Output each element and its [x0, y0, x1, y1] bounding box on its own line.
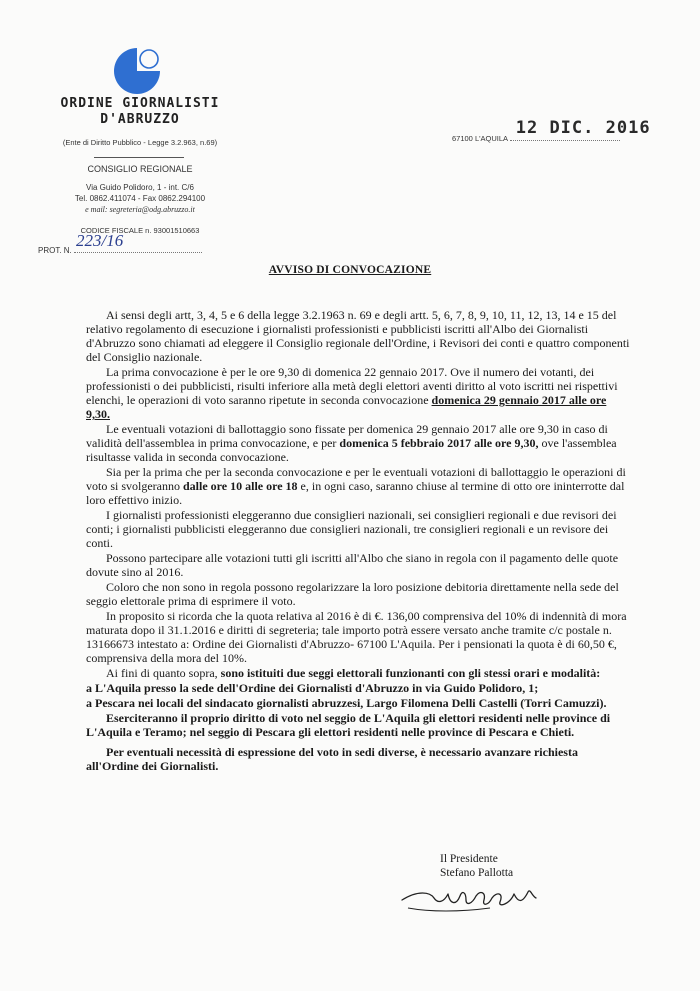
codice-fiscale: CODICE FISCALE n. 93001510663 — [80, 226, 200, 235]
paragraph-13 — [86, 745, 631, 773]
signature-name: Stefano Pallotta — [440, 867, 514, 879]
p9-text-a: Ai fini di quanto sopra, — [106, 666, 221, 680]
seggio-pescara: a Pescara nei locali del sindacato giornalisti abruzzesi, Largo Filomena Delli Castelli (Torri Camuzzi). — [86, 696, 607, 710]
consiglio-regionale: CONSIGLIO REGIONALE — [87, 164, 193, 174]
paragraph-11 — [86, 696, 631, 710]
paragraph-5: I giornalisti professionisti eleggeranno due consiglieri nazionali, sei consiglieri regionali e due revisori dei conti; i giornalisti pubblicisti eleggeranno due consiglieri nazionali, tre consiglieri regionali e un revisore dei conti. — [86, 508, 617, 550]
p9-seggi: sono istituiti due seggi elettorali funzionanti con gli stessi orari e modalità: — [220, 666, 601, 680]
p2-text: La prima convocazione è per le ore 9,30 di domenica 22 gennaio 2017. Ove il numero dei votanti, dei professionisti o dei pubblicisti, risulti inferiore alla metà degli elettori aventi diritto al voto iscritti nei rispettivi elenchi, le operazioni di voto saranno ripetute in seconda convocazione — [86, 365, 618, 407]
date-dotted-field — [510, 118, 651, 141]
org-name-line1: ORDINE GIORNALISTI — [60, 96, 220, 111]
p12-electors: Eserciteranno il proprio diritto di voto nel seggio de L'Aquila gli elettori residenti nelle province di L'Aquila e Teramo; nel seggio di Pescara gli elettori residenti nelle province di Pescara e Chieti. — [86, 711, 611, 739]
ente-line: (Ente di Diritto Pubblico - Legge 3.2.963, n.69) — [62, 138, 218, 147]
document-title: AVVISO DI CONVOCAZIONE — [268, 264, 432, 276]
paragraph-8: In proposito si ricorda che la quota relativa al 2016 è di €. 136,00 comprensiva del 10% di indennità di mora maturata dopo il 31.1.2016 e diritti di segreteria; tale importo potrà essere versato anche tramite c/c postale n. 13166673 intestato a: Ordine dei Giornalisti d'Abruzzo- 67100 L'Aquila. Per i pensionati la quota è di 60,50 €, comprensiva della mora del 10%. — [86, 609, 627, 665]
paragraph-6: Possono partecipare alle votazioni tutti gli iscritti all'Albo che siano in regola con il pagamento delle quote dovute sino al 2016. — [86, 551, 619, 579]
p4-text-c: e, in ogni caso, saranno chiuse al termine di otto ore ininterrotte dal loro effettivo inizio. — [86, 479, 625, 507]
seggio-laquila: a L'Aquila presso la sede dell'Ordine dei Giornalisti d'Abruzzo in via Guido Polidoro, 1; — [86, 681, 539, 695]
org-name — [40, 96, 240, 128]
p2-second-call: domenica 29 gennaio 2017 alle ore 9,30. — [86, 393, 607, 421]
paragraph-4 — [86, 465, 631, 507]
p3-text-a: Le eventuali votazioni di ballottaggio sono fissate per domenica 29 gennaio 2017 alle ore 9,30 in caso di validità dell'assemblea in prima convocazione, e per — [86, 422, 608, 450]
paragraph-7: Coloro che non sono in regola possono regolarizzare la loro posizione debitoria direttamente nella sede del seggio elettorale prima di esprimere il voto. — [86, 580, 619, 608]
paragraph-9 — [86, 666, 631, 680]
signature-block — [440, 852, 513, 880]
paragraph-2 — [86, 365, 631, 421]
signature-role: Il Presidente — [440, 853, 498, 865]
date-stamp: 12 DIC. 2016 — [515, 118, 651, 138]
city-date-line — [452, 118, 651, 143]
p4-text-a: Sia per la prima che per la seconda convocazione e per le eventuali votazioni di ballottaggio le operazioni di voto si svolgeranno — [86, 465, 626, 493]
p13-request: Per eventuali necessità di espressione del voto in sedi diverse, è necessario avanzare richiesta all'Ordine dei Giornalisti. — [86, 745, 578, 773]
prot-dotted-field — [74, 231, 202, 253]
logo-icon — [110, 44, 164, 98]
address-block — [40, 182, 240, 215]
org-name-line2: D'ABRUZZO — [100, 112, 180, 127]
paragraph-1: Ai sensi degli artt, 3, 4, 5 e 6 della legge 3.2.1963 n. 69 e degli artt. 5, 6, 7, 8, 9, 10, 11, 12, 13, 14 e 15 del relativo regolamento di esecuzione i giornalisti professionisti e pubblicisti iscritti all'Albo dei Giornalisti d'Abruzzo sono chiamati ad eleggere il Consiglio regionale dell'Ordine, i Revisori dei conti e quattro componenti del Consiglio nazionale. — [86, 308, 630, 364]
city-label: 67100 L'AQUILA — [452, 134, 508, 143]
p4-hours: dalle ore 10 alle ore 18 — [183, 479, 298, 493]
prot-number-handwritten: 223/16 — [76, 231, 124, 250]
prot-label: PROT. N. — [38, 246, 72, 255]
street-address: Via Guido Polidoro, 1 - int. C/6 — [86, 183, 194, 192]
header-divider — [94, 157, 184, 158]
phone-fax: Tel. 0862.411074 - Fax 0862.294100 — [74, 194, 206, 203]
protocol-line — [38, 231, 202, 255]
email-address: e mail: segreteria@odg.abruzzo.it — [85, 205, 195, 214]
handwritten-signature — [400, 878, 560, 918]
p3-runoff-date: domenica 5 febbraio 2017 alle ore 9,30, — [339, 436, 539, 450]
paragraph-12 — [86, 711, 631, 739]
document-body — [86, 308, 631, 774]
p3-text-c: ove l'assemblea risultasse valida in seconda convocazione. — [86, 436, 617, 464]
paragraph-10 — [86, 681, 631, 695]
paragraph-3 — [86, 422, 631, 464]
